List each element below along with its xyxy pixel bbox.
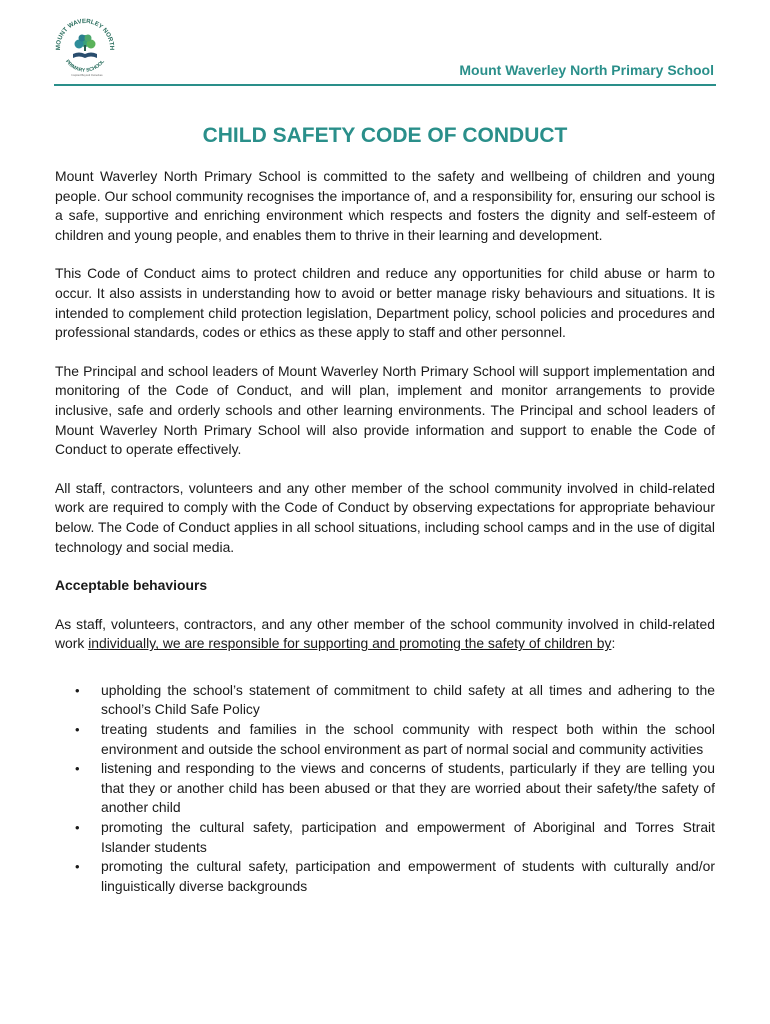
list-item-text: promoting the cultural safety, participation and empowerment of Aboriginal and Torres Strait Islander students xyxy=(101,819,715,855)
paragraph: All staff, contractors, volunteers and any other member of the school community involved in child-related work are required to comply with the Code of Conduct by observing expectations for appropriate behaviour below. The Code of Conduct applies in all school situations, including school camps and in the use of digital technology and social media. xyxy=(55,479,715,555)
list-item-text: listening and responding to the views and concerns of students, particularly if they are telling you that they or another child has been abused or that they are worried about their safety/the safety of another child xyxy=(101,760,715,816)
svg-text:PRIMARY SCHOOL xyxy=(64,59,106,74)
intro-colon: : xyxy=(611,635,616,652)
paragraph: Mount Waverley North Primary School is committed to the safety and wellbeing of children and young people. Our school community recognises the importance of, and a responsibility for, ensuring our school is a safe, supportive and enriching environment which respects and fosters the dignity and self-esteem of children and young people, and enables them to thrive in their learning and development. xyxy=(55,168,715,243)
list-item-text: upholding the school’s statement of commitment to child safety at all times and adhering to the school’s Child Safe Policy xyxy=(101,681,715,718)
logo-motto: Inspired Beyond Ourselves xyxy=(71,74,103,77)
list-item-text: promoting the cultural safety, participation and empowerment of students with culturally and/or linguistically diverse backgrounds xyxy=(101,858,715,894)
intro-underlined: individually, we are responsible for supporting and promoting the safety of children by xyxy=(88,635,612,652)
document-body xyxy=(55,167,715,896)
list-item xyxy=(55,818,715,857)
tree-icon xyxy=(75,35,96,52)
logo-arc-text: MOUNT WAVERLEY NORTH xyxy=(54,17,116,51)
behaviour-list xyxy=(55,681,715,897)
intro-text: As staff, volunteers, contractors, and any other member of the school community involved in child-related work xyxy=(55,615,715,652)
list-item xyxy=(55,720,715,759)
bullet-icon: • xyxy=(75,820,80,836)
paragraph: The Principal and school leaders of Mount Waverley North Primary School will support implementation and monitoring of the Code of Conduct, and will plan, implement and monitor arrangements to provide inclusive, safe and orderly schools and other learning environments. The Principal and school leaders of Mount Waverley North Primary School will also provide information and support to enable the Code of Conduct to operate effectively. xyxy=(55,362,715,458)
list-item xyxy=(55,759,715,818)
page-title: CHILD SAFETY CODE OF CONDUCT xyxy=(202,124,568,147)
header-divider xyxy=(54,84,716,86)
bullet-icon: • xyxy=(75,722,80,738)
header-school-name: Mount Waverley North Primary School xyxy=(459,62,714,78)
bullet-icon: • xyxy=(75,859,80,875)
book-icon xyxy=(73,53,97,59)
paragraph: This Code of Conduct aims to protect children and reduce any opportunities for child abuse or harm to occur. It also assists in understanding how to avoid or better manage risky behaviours and situations. It is intended to complement child protection legislation, Department policy, school policies and procedures and professional standards, codes or ethics as these apply to staff and other personnel. xyxy=(55,265,715,341)
section-heading: Acceptable behaviours xyxy=(55,577,208,594)
bullet-icon: • xyxy=(75,761,80,777)
bullet-icon: • xyxy=(75,682,80,698)
list-item xyxy=(55,681,715,720)
section-intro xyxy=(55,615,715,654)
list-item xyxy=(55,857,715,896)
list-item-text: treating students and families in the school community with respect both within the school environment and outside the school environment as part of normal social and community activities xyxy=(101,721,715,757)
logo-lower-text: PRIMARY SCHOOL xyxy=(64,58,106,74)
school-logo xyxy=(52,14,118,80)
